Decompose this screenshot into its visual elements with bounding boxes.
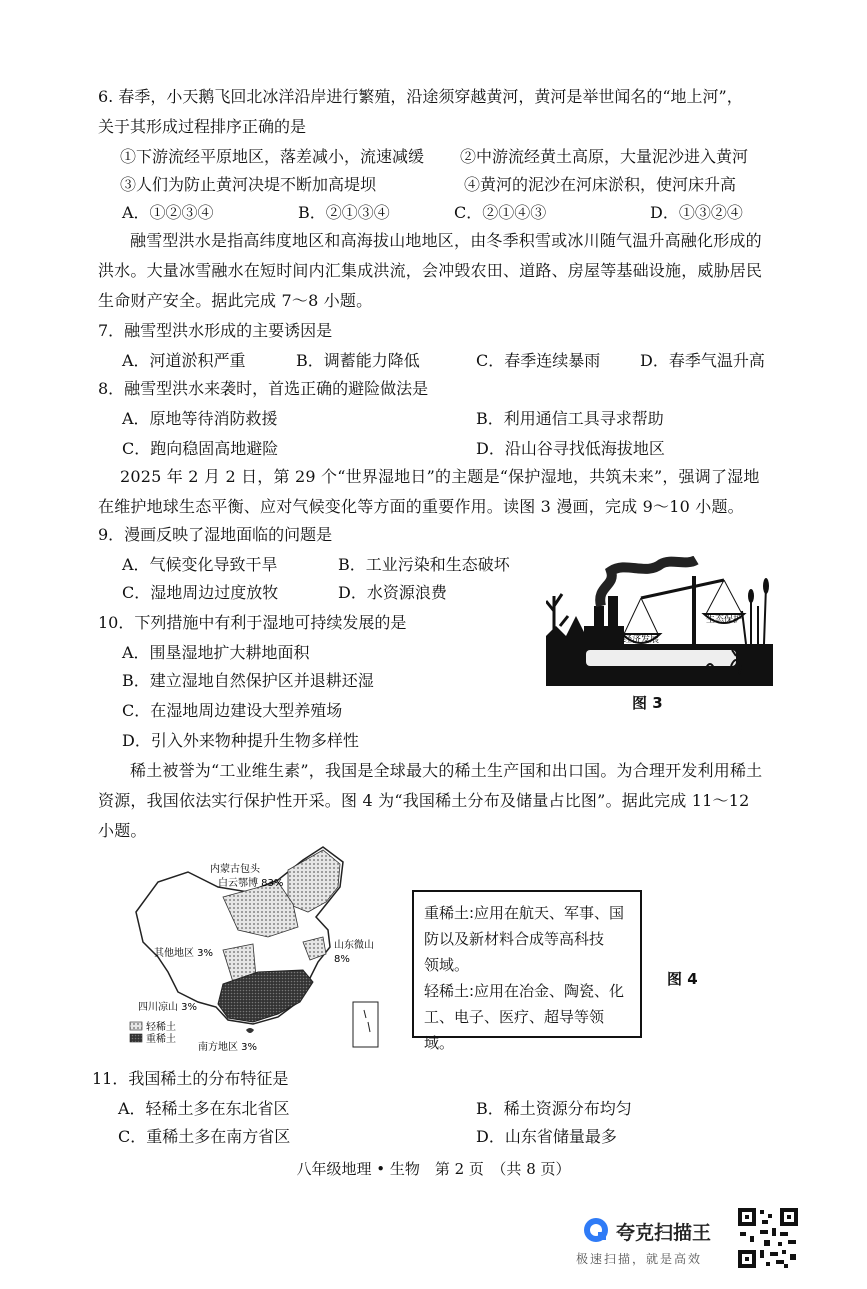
wetland-scale-cartoon: [546, 556, 773, 686]
scanner-logo-icon: [582, 1216, 610, 1244]
figure-3-caption: 图 3: [632, 694, 663, 712]
q8-option-a[interactable]: A．原地等待消防救援: [122, 409, 278, 428]
page-footer: 八年级地理 • 生物 第 2 页 （共 8 页）: [296, 1160, 571, 1178]
china-rare-earth-map: [128, 842, 390, 1056]
q6-item1: ①下游流经平原地区，落差减小，流速减缓: [120, 147, 425, 166]
passage-flood: 融雪型洪水是指高纬度地区和高海拔山地地区，由冬季积雪或冰川随气温升高融化形成的洪水。大量冰雪融水在短时间内汇集成洪流，会冲毁农田、道路、房屋等基础设施，威胁居民生命财产安全。据此完成 7～8 小题。: [98, 231, 763, 310]
map-label-sichuan: 四川凉山 3%: [138, 1002, 198, 1013]
legend-light-label: 轻稀土: [146, 1022, 176, 1033]
q9-option-d[interactable]: D．水资源浪费: [338, 583, 447, 602]
fig3-left-pan-label: 经济发展: [622, 635, 660, 645]
info-line-2: 防以及新材料合成等高科技: [424, 930, 605, 948]
figure-3-cartoon: [546, 556, 773, 686]
q6-item4: ④黄河的泥沙在河床淤积，使河床升高: [464, 175, 737, 194]
q9-option-a[interactable]: A．气候变化导致干旱: [122, 555, 278, 574]
rare-earth-info-box: [412, 890, 642, 1052]
q8-stem: 8．融雪型洪水来袭时，首选正确的避险做法是: [98, 379, 429, 398]
q7-option-d[interactable]: D．春季气温升高: [640, 351, 765, 370]
map-label-shandong-2: 8%: [334, 954, 350, 965]
q8-option-c[interactable]: C．跑向稳固高地避险: [122, 439, 279, 458]
q6-stem-line2: 关于其形成过程排序正确的是: [98, 117, 307, 136]
q11-option-b[interactable]: B．稀土资源分布均匀: [476, 1099, 632, 1118]
q7-option-c[interactable]: C．春季连续暴雨: [476, 351, 601, 370]
q7-stem: 7．融雪型洪水形成的主要诱因是: [98, 321, 333, 340]
legend-heavy-swatch: [130, 1034, 142, 1042]
legend-heavy-label: 重稀土: [146, 1034, 176, 1045]
map-label-neimenggu-1: 内蒙古包头: [210, 864, 260, 875]
q6-option-d[interactable]: D．①③②④: [650, 203, 743, 222]
info-line-3: 领域。: [424, 956, 470, 974]
q9-option-c[interactable]: C．湿地周边过度放牧: [122, 583, 279, 602]
brand-slogan: 极速扫描，就是高效: [576, 1252, 703, 1266]
q6-item2: ②中游流经黄土高原，大量泥沙进入黄河: [460, 147, 749, 166]
q11-option-a[interactable]: A．轻稀土多在东北省区: [118, 1099, 290, 1118]
q9-option-b[interactable]: B．工业污染和生态破坏: [338, 555, 510, 574]
map-label-other: 其他地区 3%: [154, 948, 214, 959]
q7-option-a[interactable]: A．河道淤积严重: [122, 351, 246, 370]
q6-option-c[interactable]: C．②①④③: [454, 203, 547, 222]
q10-option-d[interactable]: D．引入外来物种提升生物多样性: [122, 731, 359, 750]
q8-option-b[interactable]: B．利用通信工具寻求帮助: [476, 409, 664, 428]
q8-option-d[interactable]: D．沿山谷寻找低海拔地区: [476, 439, 665, 458]
q6-stem-line1: 6. 春季，小天鹅飞回北冰洋沿岸进行繁殖，沿途须穿越黄河，黄河是举世闻名的“地上河”，: [98, 87, 743, 106]
q6-item3: ③人们为防止黄河决堤不断加高堤坝: [120, 175, 377, 194]
q7-option-b[interactable]: B．调蓄能力降低: [296, 351, 420, 370]
figure-4-caption: 图 4: [667, 970, 698, 988]
map-label-south: 南方地区 3%: [198, 1042, 258, 1053]
info-line-4: 轻稀土:应用在冶金、陶瓷、化: [424, 982, 625, 1000]
brand-name: 夸克扫描王: [616, 1222, 712, 1244]
passage-rare-earth: 稀土被誉为“工业维生素”，我国是全球最大的稀土生产国和出口国。为合理开发利用稀土资源，我国依法实行保护性开采。图 4 为“我国稀土分布及储量占比图”。据此完成 11～12 小题。: [98, 761, 763, 840]
q6-option-a[interactable]: A．①②③④: [122, 203, 214, 222]
info-line-1: 重稀土:应用在航天、军事、国: [424, 904, 625, 922]
q10-stem: 10．下列措施中有利于湿地可持续发展的是: [98, 613, 407, 632]
q6-option-b[interactable]: B．②①③④: [298, 203, 390, 222]
q10-option-c[interactable]: C．在湿地周边建设大型养殖场: [122, 701, 343, 720]
map-label-shandong-1: 山东微山: [334, 940, 374, 951]
q9-stem: 9．漫画反映了湿地面临的问题是: [98, 525, 333, 544]
q11-option-c[interactable]: C．重稀土多在南方省区: [118, 1127, 291, 1146]
q11-stem: 11．我国稀土的分布特征是: [92, 1069, 289, 1088]
info-line-5: 工、电子、医疗、超导等领域。: [424, 1008, 605, 1052]
q10-option-a[interactable]: A．围垦湿地扩大耕地面积: [122, 643, 310, 662]
q11-option-d[interactable]: D．山东省储量最多: [476, 1127, 617, 1146]
fig3-right-pan-label: 生态保护: [705, 615, 743, 625]
passage-wetland: 2025 年 2 月 2 日，第 29 个“世界湿地日”的主题是“保护湿地，共筑未来”，强调了湿地在维护地球生态平衡、应对气候变化等方面的重要作用。读图 3 漫画，完成 9～10 小题。: [98, 467, 760, 516]
legend-light-swatch: [130, 1022, 142, 1030]
map-label-neimenggu-2: 白云鄂博 83%: [218, 878, 284, 889]
scanner-brand: [576, 1214, 736, 1274]
figure-4-map: [128, 842, 390, 1056]
qr-code-icon: [736, 1206, 800, 1270]
q10-option-b[interactable]: B．建立湿地自然保护区并退耕还湿: [122, 671, 374, 690]
